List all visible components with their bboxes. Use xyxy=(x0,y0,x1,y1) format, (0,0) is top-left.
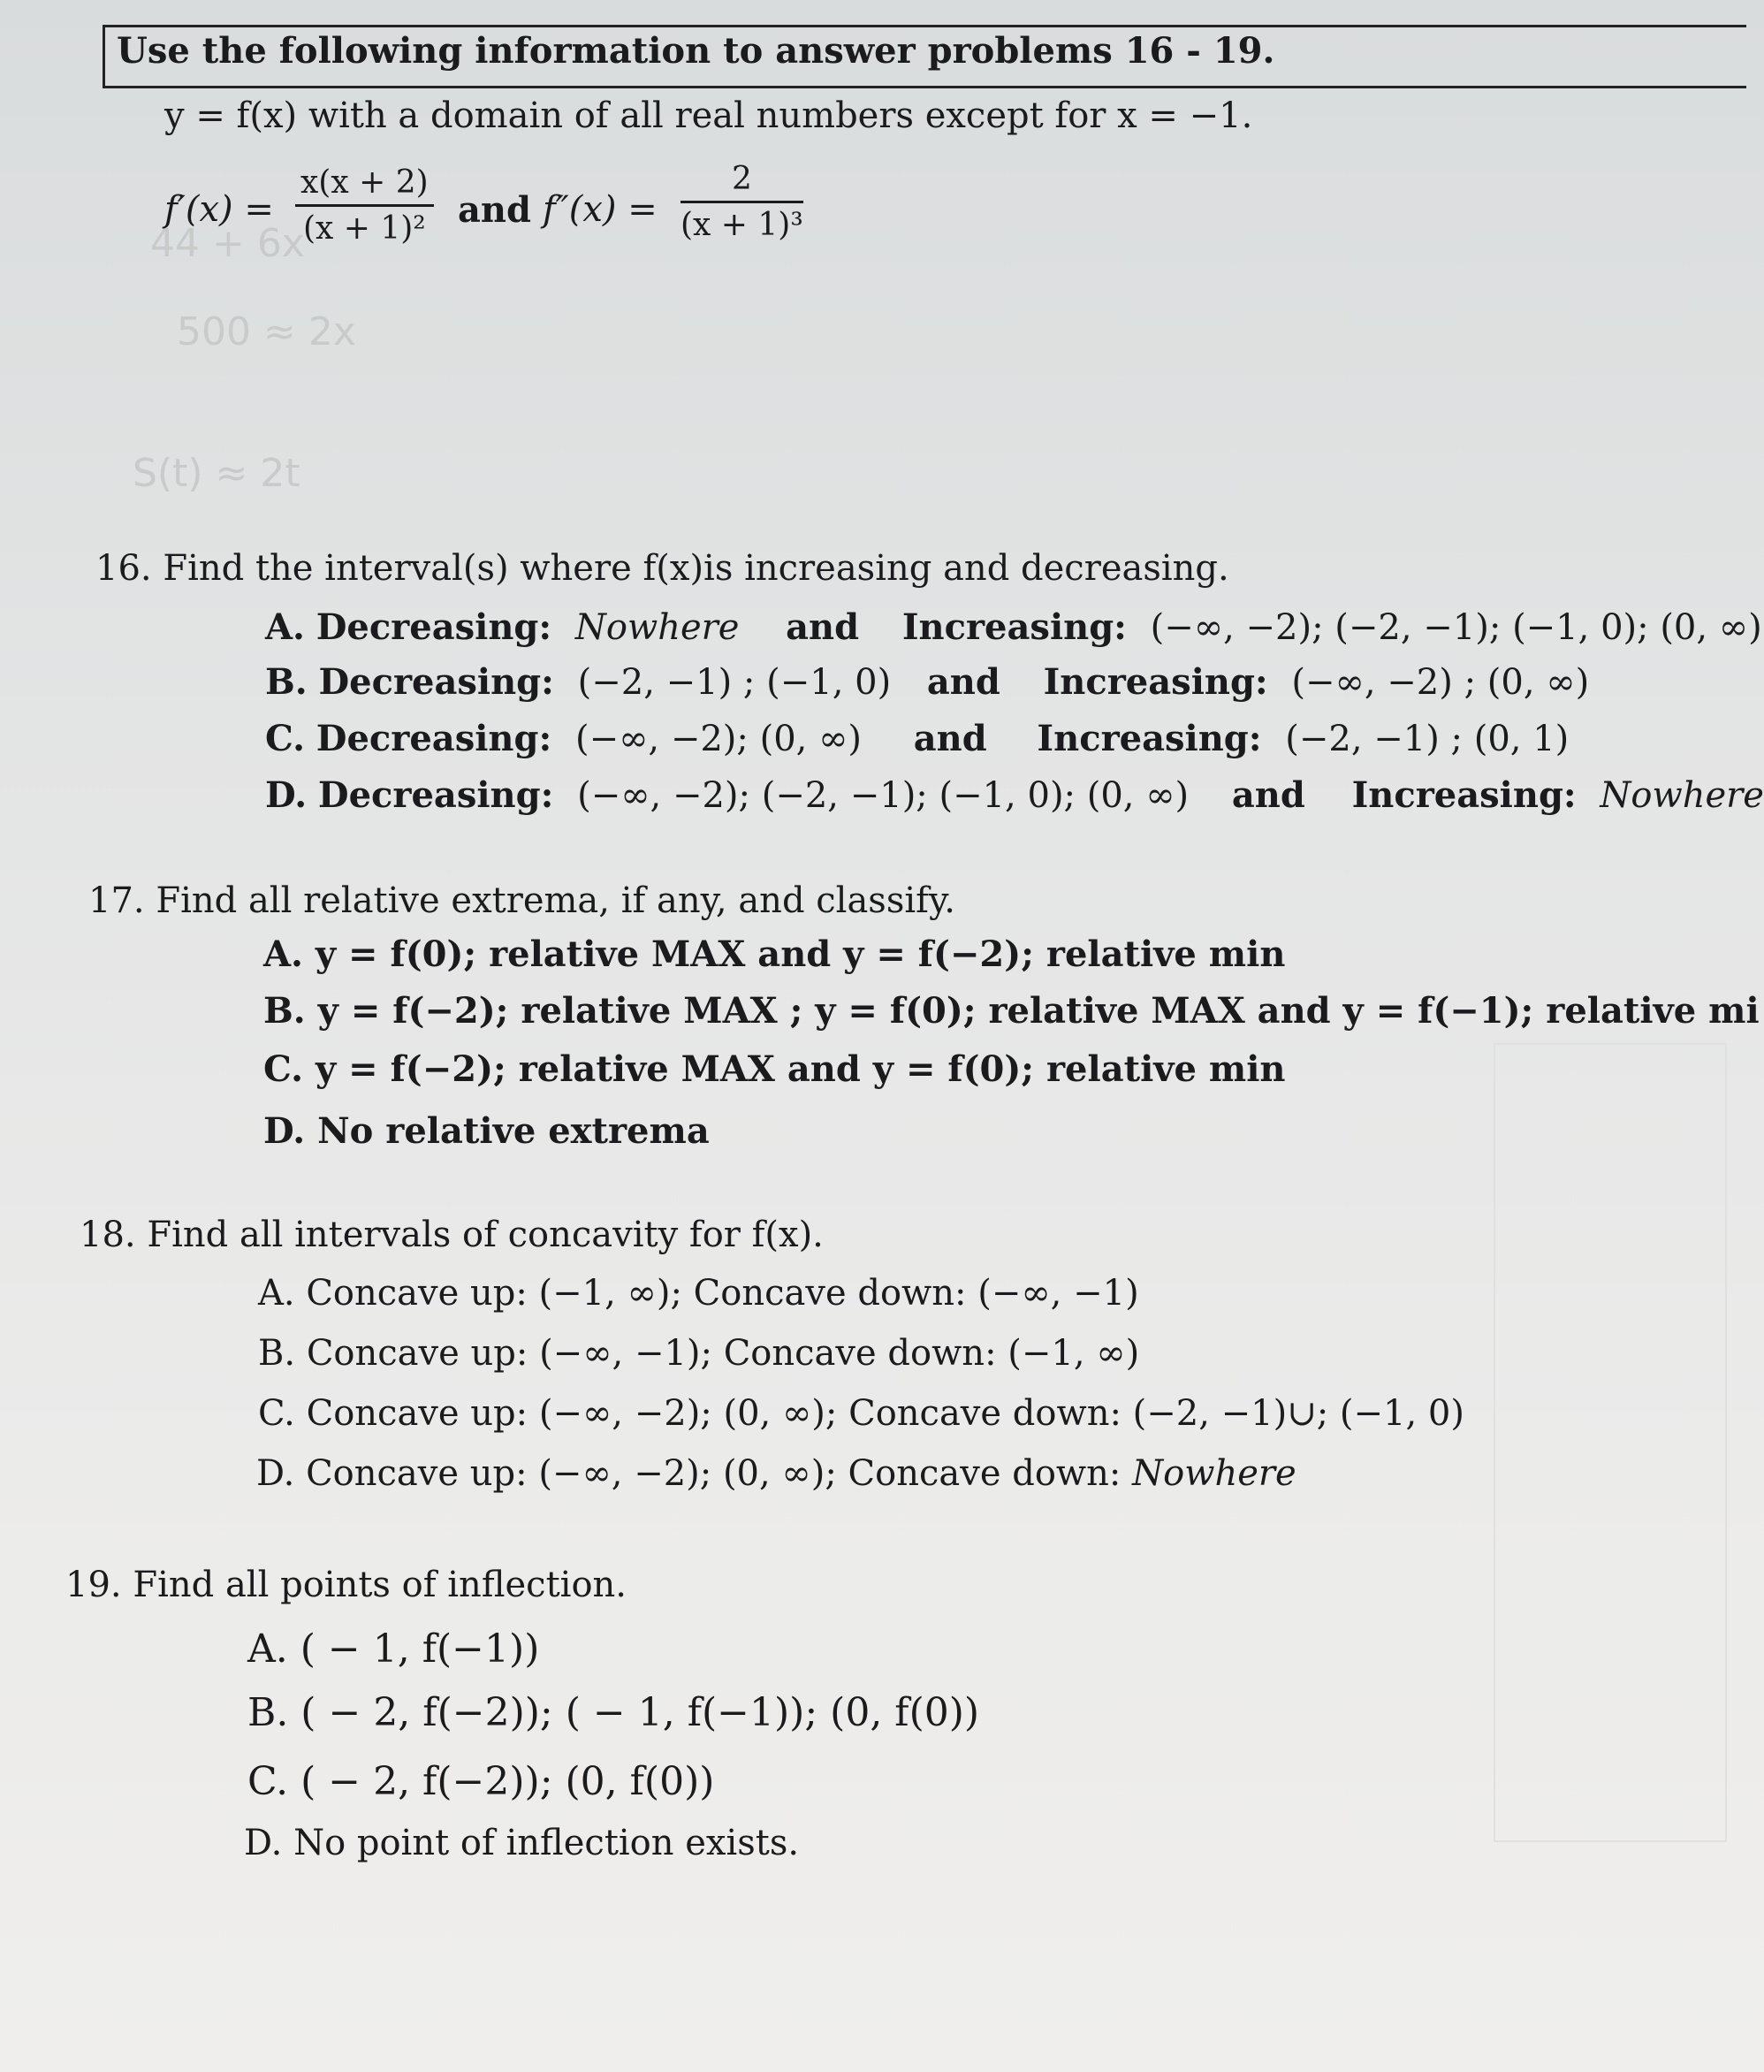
decreasing-label: Decreasing: xyxy=(316,606,552,648)
increasing-value: (−2, −1) ; (0, 1) xyxy=(1285,719,1570,759)
and-word: and xyxy=(458,189,531,231)
q17-option-a: A. y = f(0); relative MAX and y = f(−2); relative min xyxy=(263,933,1286,975)
q16-title: 16. Find the interval(s) where f(x)is increasing and decreasing. xyxy=(95,548,1229,589)
q18-option-d-text: D. Concave up: (−∞, −2); (0, ∞); Concave down: xyxy=(256,1453,1133,1494)
increasing-value: (−∞, −2); (−2, −1); (−1, 0); (0, ∞) xyxy=(1150,607,1762,648)
q18-option-d-nowhere: Nowhere xyxy=(1132,1453,1296,1494)
q16-option-c xyxy=(265,718,1569,759)
q17-option-c: C. y = f(−2); relative MAX and y = f(0); relative min xyxy=(263,1048,1286,1090)
decreasing-label: Decreasing: xyxy=(316,718,552,759)
decreasing-value: (−∞, −2); (0, ∞) xyxy=(574,719,863,759)
q19-option-d: D. No point of inflection exists. xyxy=(244,1823,800,1863)
decreasing-label: Decreasing: xyxy=(318,661,554,703)
bleed-through-text: 500 ≈ 2x xyxy=(177,309,356,354)
option-letter: A. xyxy=(265,606,305,648)
and-word: and xyxy=(913,718,987,759)
decreasing-value: (−∞, −2); (−2, −1); (−1, 0); (0, ∞) xyxy=(577,775,1190,816)
q16-option-a xyxy=(265,606,1762,648)
increasing-label: Increasing: xyxy=(901,606,1127,648)
increasing-value: (−∞, −2) ; (0, ∞) xyxy=(1291,662,1590,703)
increasing-value: Nowhere xyxy=(1600,775,1764,816)
q17-option-d: D. No relative extrema xyxy=(263,1110,710,1152)
fprime-numerator: x(x + 2) xyxy=(300,164,429,201)
q18-title: 18. Find all intervals of concavity for f(x). xyxy=(80,1215,824,1255)
q17-option-b: B. y = f(−2); relative MAX ; y = f(0); relative MAX and y = f(−1); relative mi xyxy=(263,990,1760,1032)
q19-option-c: C. ( − 2, f(−2)); (0, f(0)) xyxy=(247,1759,715,1804)
q18-option-c: C. Concave up: (−∞, −2); (0, ∞); Concave down: (−2, −1)∪; (−1, 0) xyxy=(258,1393,1464,1434)
and-word: and xyxy=(1231,774,1305,816)
fdouble-fraction xyxy=(681,161,803,243)
and-word: and xyxy=(786,606,860,648)
increasing-label: Increasing: xyxy=(1043,661,1268,703)
q16-option-d xyxy=(265,774,1764,816)
fprime-fraction xyxy=(295,164,434,247)
q16-option-b xyxy=(265,661,1589,703)
bleed-through-text: 44 + 6x xyxy=(150,221,305,266)
q18-option-b: B. Concave up: (−∞, −1); Concave down: (−1, ∞) xyxy=(258,1333,1140,1374)
fdouble-numerator: 2 xyxy=(731,161,752,197)
decreasing-label: Decreasing: xyxy=(317,774,554,816)
q19-title: 19. Find all points of inflection. xyxy=(65,1565,627,1605)
bleed-through-table xyxy=(1494,1043,1727,1842)
decreasing-value: Nowhere xyxy=(574,607,740,648)
fprime-label: f′(x) = xyxy=(164,189,274,230)
decreasing-value: (−2, −1) ; (−1, 0) xyxy=(577,662,892,703)
option-letter: B. xyxy=(265,661,308,703)
fdouble-denominator: (x + 1)³ xyxy=(681,207,803,243)
q17-title: 17. Find all relative extrema, if any, and classify. xyxy=(88,880,955,921)
q18-option-a: A. Concave up: (−1, ∞); Concave down: (−∞, −1) xyxy=(258,1273,1139,1314)
q19-option-a: A. ( − 1, f(−1)) xyxy=(247,1626,540,1672)
option-letter: C. xyxy=(265,718,306,759)
instructions-text: Use the following information to answer problems 16 - 19. xyxy=(117,30,1275,72)
and-word: and xyxy=(926,661,1000,703)
option-letter: D. xyxy=(265,774,308,816)
increasing-label: Increasing: xyxy=(1037,718,1262,759)
domain-statement: y = f(x) with a domain of all real numbers except for x = −1. xyxy=(164,95,1253,136)
q18-option-d xyxy=(256,1453,1296,1494)
bleed-through-text: S(t) ≈ 2t xyxy=(133,451,300,496)
fprime-denominator: (x + 1)² xyxy=(302,210,426,247)
increasing-label: Increasing: xyxy=(1351,774,1577,816)
fdouble-label: f″(x) = xyxy=(543,189,658,230)
q19-option-b: B. ( − 2, f(−2)); ( − 1, f(−1)); (0, f(0)) xyxy=(247,1690,980,1735)
